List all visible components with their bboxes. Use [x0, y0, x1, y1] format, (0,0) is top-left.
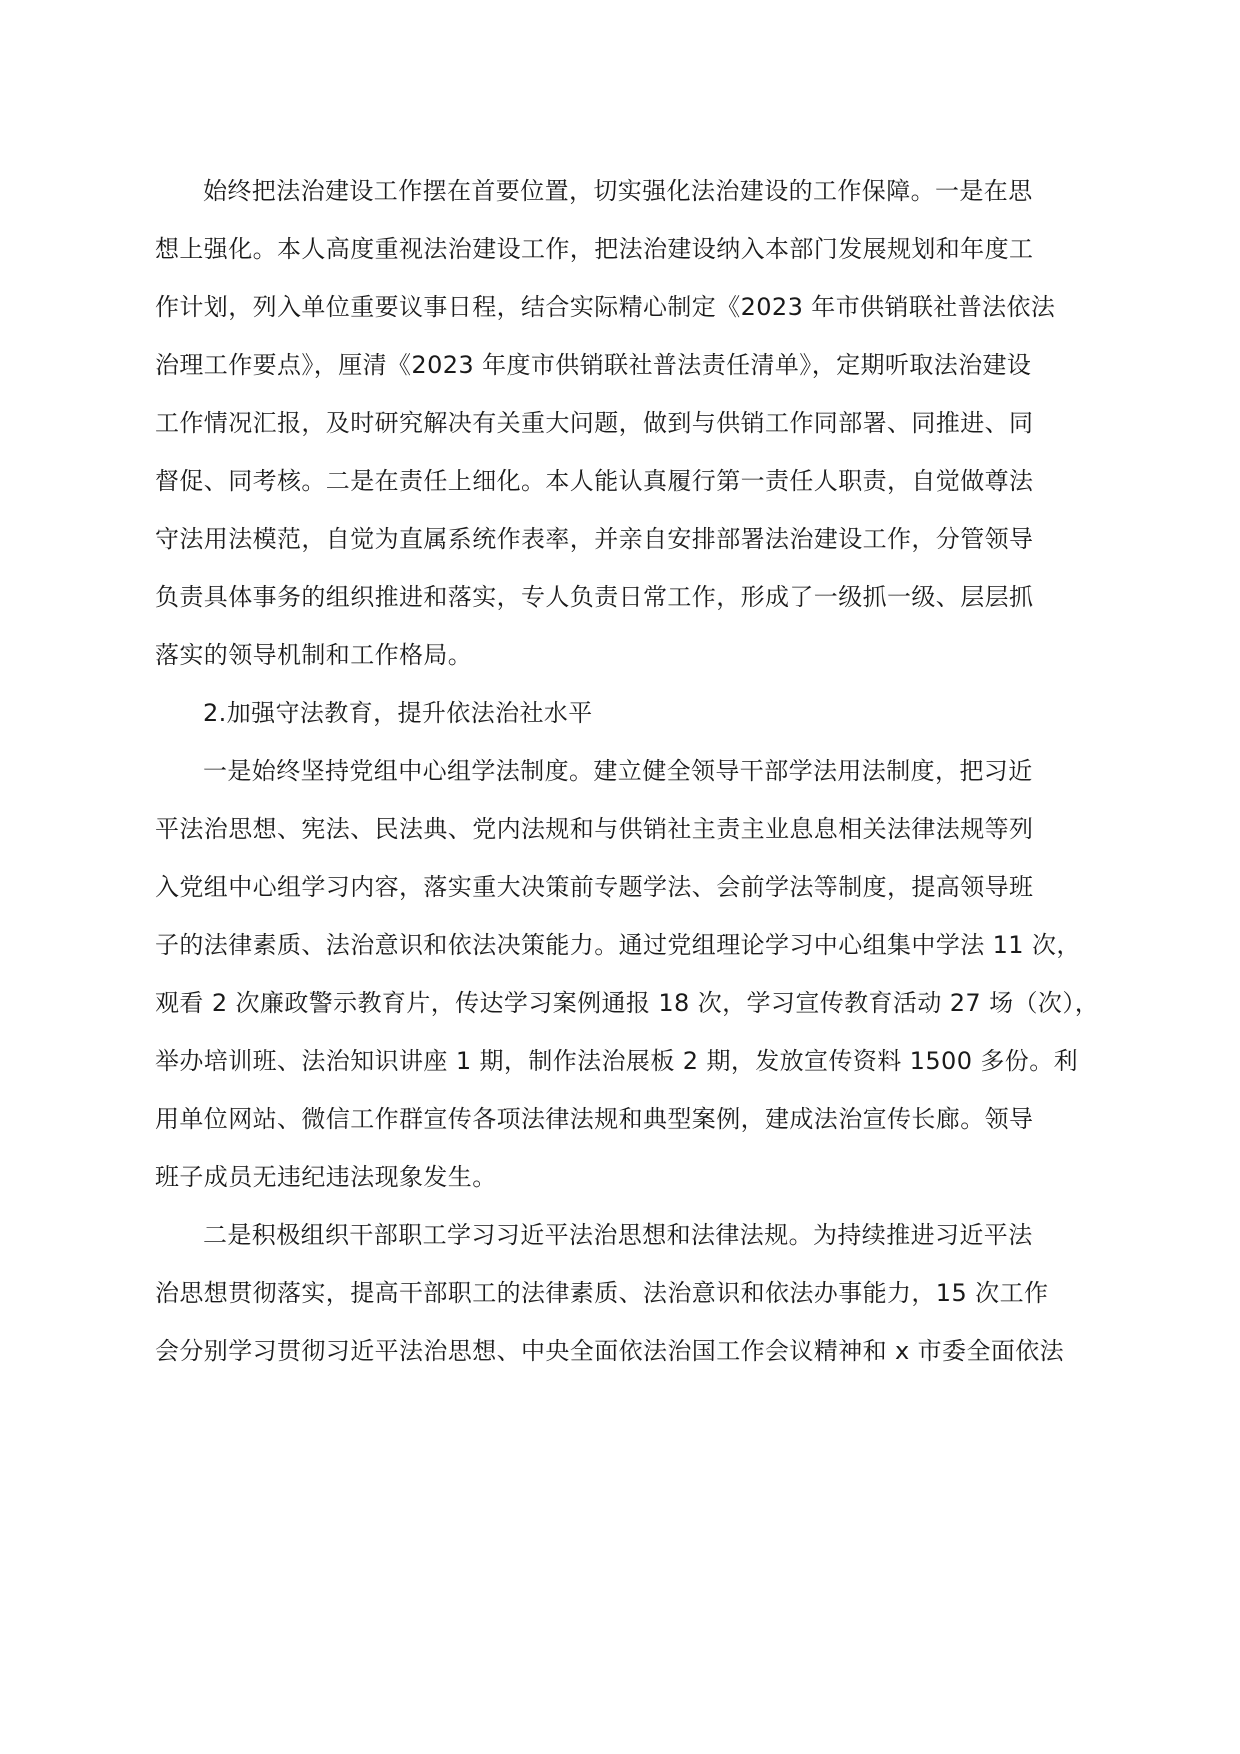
text-line: 举办培训班、法治知识讲座 1 期，制作法治展板 2 期，发放宣传资料 1500 多份。利	[155, 1047, 1078, 1075]
text-line: 用单位网站、微信工作群宣传各项法律法规和典型案例，建成法治宣传长廊。领导	[155, 1105, 1034, 1133]
text-line: 入党组中心组学习内容，落实重大决策前专题学法、会前学法等制度，提高领导班	[155, 873, 1034, 901]
text-line: 督促、同考核。二是在责任上细化。本人能认真履行第一责任人职责，自觉做尊法	[155, 467, 1034, 495]
text-line: 子的法律素质、法治意识和依法决策能力。通过党组理论学习中心组集中学法 11 次，	[155, 931, 1081, 959]
text-line: 始终把法治建设工作摆在首要位置，切实强化法治建设的工作保障。一是在思	[203, 177, 1033, 205]
text-line: 治思想贯彻落实，提高干部职工的法律素质、法治意识和依法办事能力，15 次工作	[155, 1279, 1049, 1307]
text-line: 守法用法模范，自觉为直属系统作表率，并亲自安排部署法治建设工作，分管领导	[155, 525, 1034, 553]
text-line: 治理工作要点》，厘清《2023 年度市供销联社普法责任清单》，定期听取法治建设	[155, 351, 1032, 379]
text-line: 作计划，列入单位重要议事日程，结合实际精心制定《2023 年市供销联社普法依法	[155, 293, 1056, 321]
text-line: 班子成员无违纪违法现象发生。	[155, 1163, 497, 1191]
text-line: 想上强化。本人高度重视法治建设工作，把法治建设纳入本部门发展规划和年度工	[155, 235, 1034, 263]
text-line: 二是积极组织干部职工学习习近平法治思想和法律法规。为持续推进习近平法	[203, 1221, 1033, 1249]
text-line: 工作情况汇报，及时研究解决有关重大问题，做到与供销工作同部署、同推进、同	[155, 409, 1034, 437]
text-line: 会分别学习贯彻习近平法治思想、中央全面依法治国工作会议精神和 x 市委全面依法	[155, 1337, 1065, 1365]
section-heading: 2.加强守法教育，提升依法治社水平	[203, 699, 593, 727]
text-line: 平法治思想、宪法、民法典、党内法规和与供销社主责主业息息相关法律法规等列	[155, 815, 1034, 843]
text-line: 负责具体事务的组织推进和落实，专人负责日常工作，形成了一级抓一级、层层抓	[155, 583, 1034, 611]
text-line: 一是始终坚持党组中心组学法制度。建立健全领导干部学法用法制度，把习近	[203, 757, 1033, 785]
text-line: 落实的领导机制和工作格局。	[155, 641, 473, 669]
text-line: 观看 2 次廉政警示教育片，传达学习案例通报 18 次，学习宣传教育活动 27 场（次），	[155, 989, 1100, 1017]
